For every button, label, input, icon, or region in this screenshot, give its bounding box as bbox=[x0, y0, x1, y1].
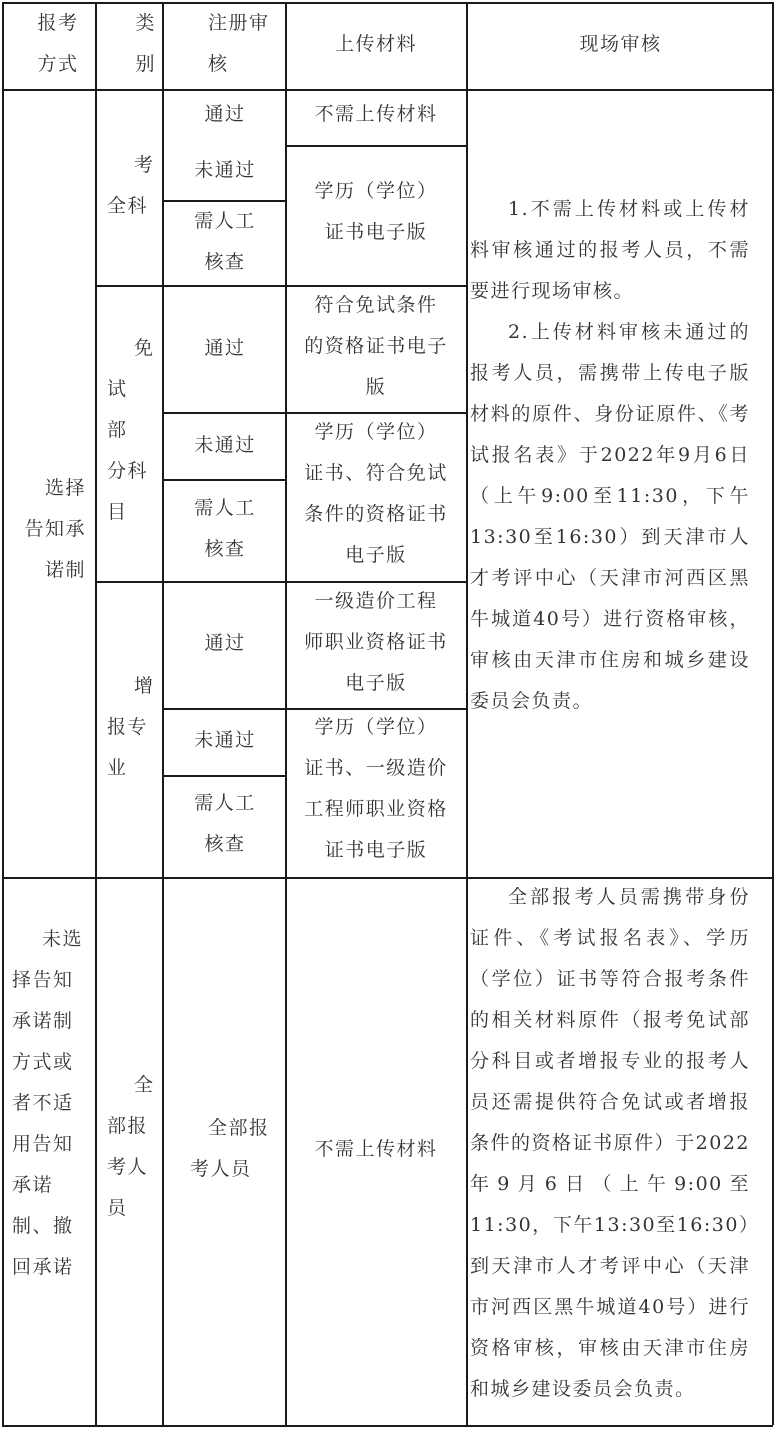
grid-line-horizontal bbox=[285, 145, 467, 147]
onsite-paragraph: 2.上传材料审核未通过的报考人员，需携带上传电子版材料的原件、身份证原件、《考试报名表》于2022年9月6日（上午9:00至11:30，下午13:30至16:30）到天津市人才考评中心（天津市河西区黑牛城道40号）进行资格审核，审核由天津市住房和城乡建设委员会负责。 bbox=[470, 321, 750, 712]
header-onsite-review: 现场审核 bbox=[579, 33, 662, 55]
status-manual-check: 需人工 核查 bbox=[194, 497, 256, 560]
header-category: 类 别 bbox=[135, 12, 156, 75]
onsite-paragraph: 1.不需上传材料或上传材料审核通过的报考人员，不需要进行现场审核。 bbox=[470, 198, 750, 302]
status-manual-check: 需人工 核查 bbox=[194, 210, 256, 273]
header-method: 报考 方式 bbox=[37, 12, 79, 75]
grid-line-horizontal bbox=[164, 479, 285, 481]
status-manual-check: 需人工 核查 bbox=[194, 792, 256, 855]
materials-pass: 符合免试条件 的资格证书电子 版 bbox=[304, 294, 448, 398]
header-registration-review: 注册审 核 bbox=[208, 12, 270, 75]
category-full-subjects: 考 全科 bbox=[107, 154, 155, 217]
category-all-candidates: 全 部报 考人 员 bbox=[107, 1074, 155, 1219]
status-pass: 通过 bbox=[204, 632, 246, 654]
grid-line-horizontal bbox=[2, 89, 773, 91]
materials-shared: 学历（学位） 证书、一级造价 工程师职业资格 证书电子版 bbox=[304, 716, 448, 861]
registration-all-candidates: 全部报 考人员 bbox=[190, 1117, 270, 1180]
commitment-label: 选择 告知承 诺制 bbox=[24, 477, 86, 581]
status-pass: 通过 bbox=[204, 103, 246, 125]
onsite-review-all-text bbox=[470, 877, 750, 1410]
materials-shared: 学历（学位） 证书电子版 bbox=[314, 180, 438, 243]
non-commitment-label: 未选 择告知 承诺制 方式或 者不适 用告知 承诺 制、撤 回承诺 bbox=[12, 928, 84, 1278]
materials-none-required: 不需上传材料 bbox=[314, 1138, 438, 1160]
header-upload-materials: 上传材料 bbox=[334, 33, 417, 55]
grid-line-vertical bbox=[772, 2, 774, 1425]
status-pass: 通过 bbox=[204, 337, 246, 359]
status-fail: 未通过 bbox=[194, 434, 256, 456]
grid-line-horizontal bbox=[2, 1425, 773, 1427]
onsite-paragraph: 全部报考人员需携带身份证件、《考试报名表》、学历（学位）证书等符合报考条件的相关材料原件（报考免试部分科目或者增报专业的报考人员还需提供符合免试或者增报条件的资格证书原件）于2022年9月6日（上午9:00至11:30，下午13:30至16:30）到天津市人才考评中心（天津市河西区黑牛城道40号）进行资格审核，审核由天津市住房和城乡建设委员会负责。 bbox=[470, 886, 750, 1400]
onsite-review-text bbox=[470, 189, 750, 722]
status-fail: 未通过 bbox=[194, 729, 256, 751]
grid-line-vertical bbox=[466, 2, 468, 1425]
status-fail: 未通过 bbox=[194, 159, 256, 181]
category-exempt-partial: 免 试 部 分科 目 bbox=[107, 337, 155, 523]
category-additional-major: 增 报专 业 bbox=[107, 675, 155, 779]
materials-pass: 不需上传材料 bbox=[314, 103, 438, 125]
materials-pass: 一级造价工程 师职业资格证书 电子版 bbox=[304, 590, 448, 694]
materials-shared: 学历（学位） 证书、符合免试 条件的资格证书 电子版 bbox=[304, 421, 448, 566]
grid-line-horizontal bbox=[164, 775, 285, 777]
